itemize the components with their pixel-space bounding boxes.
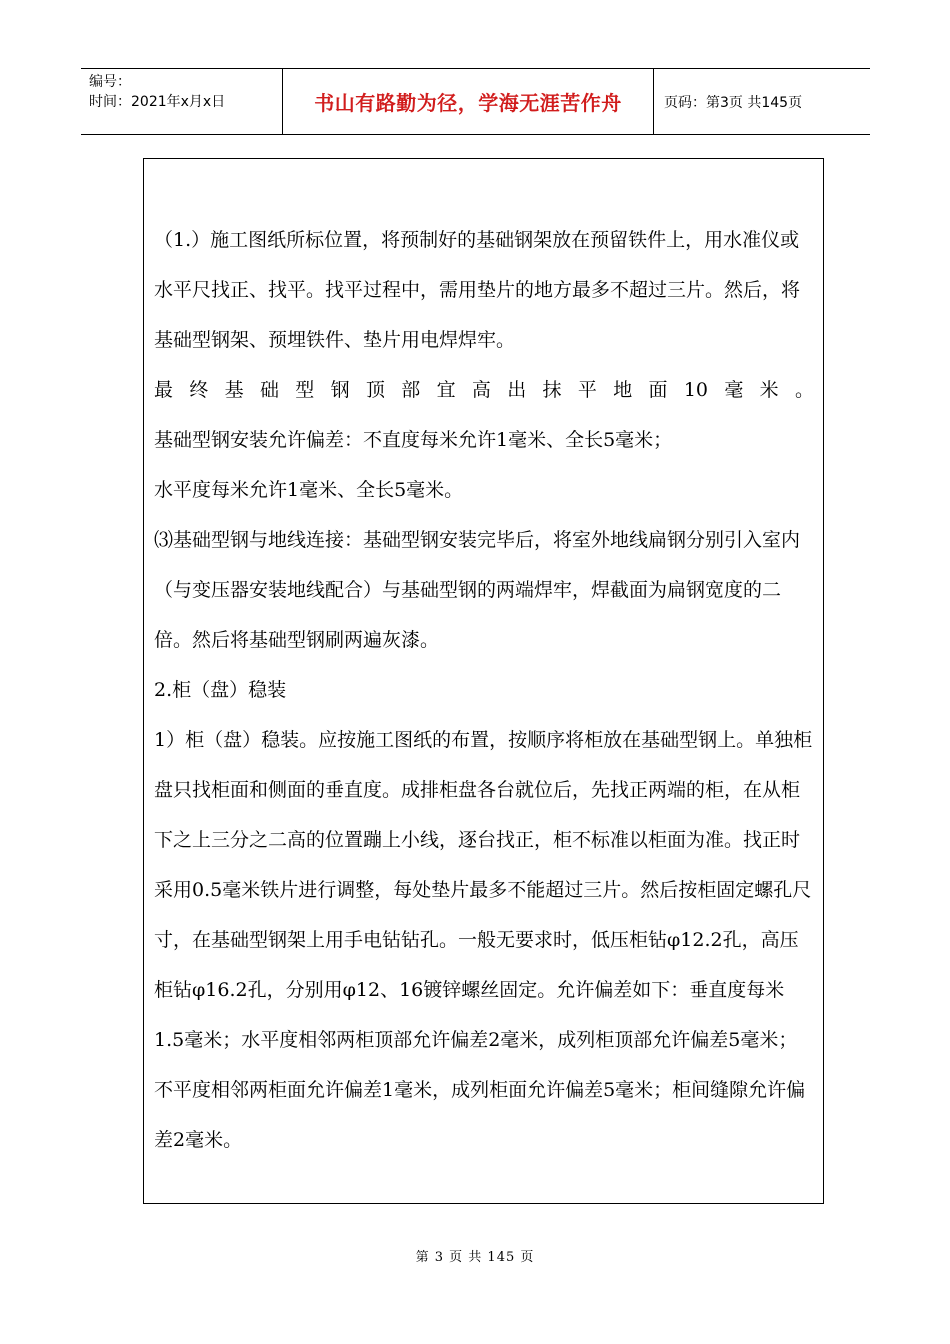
paragraph-base-steel-install: （1.）施工图纸所标位置，将预制好的基础钢架放在预留铁件上，用水准仪或水平尺找正、找平。找平过程中，需用垫片的地方最多不超过三片。然后，将基础型钢架、预埋铁件、垫片用电焊焊牢。 [154, 229, 801, 351]
paragraph-level-tolerance: 水平度每米允许1毫米、全长5毫米。 [154, 479, 464, 501]
paragraph-straightness-tolerance: 基础型钢安装允许偏差：不直度每米允许1毫米、全长5毫米； [154, 429, 673, 451]
page-footer: 第 3 页 共 145 页 [415, 1250, 535, 1265]
section-heading-cabinet-install: 2.柜（盘）稳装 [154, 679, 287, 701]
page-header [81, 68, 870, 135]
header-motto: 书山有路勤为径，学海无涯苦作舟 [283, 69, 654, 134]
header-page-info: 页码：第3页 共145页 [664, 94, 803, 111]
date-label: 时间：2021年x月x日 [89, 94, 226, 110]
paragraph-cabinet-install: 1）柜（盘）稳装。应按施工图纸的布置，按顺序将柜放在基础型钢上。单独柜盘只找柜面和侧面的垂直度。成排柜盘各台就位后，先找正两端的柜，在从柜下之上三分之二高的位置蹦上小线，逐台找正，柜不标准以柜面为准。找正时采用0.5毫米铁片进行调整，每处垫片最多不能超过三片。然后按柜固定螺孔尺寸，在基础型钢架上用手电钻钻孔。一般无要求时，低压柜钻φ12.2孔，高压柜钻φ16.2孔，分别用φ12、16镀锌螺丝固定。允许偏差如下：垂直度每米1.5毫米；水平度相邻两柜顶部允许偏差2毫米，成列柜顶部允许偏差5毫米；不平度相邻两柜面允许偏差1毫米，成列柜面允许偏差5毫米；柜间缝隙允许偏差2毫米。 [154, 729, 813, 1151]
content-frame [143, 158, 824, 1204]
serial-number-label: 编号： [89, 74, 131, 90]
header-meta [81, 69, 283, 134]
paragraph-base-steel-height: 最终基础型钢顶部宜高出抹平地面10毫米。 [154, 379, 814, 401]
paragraph-ground-connection: ⑶基础型钢与地线连接：基础型钢安装完毕后，将室外地线扁钢分别引入室内（与变压器安装地线配合）与基础型钢的两端焊牢，焊截面为扁钢宽度的二倍。然后将基础型钢刷两遍灰漆。 [154, 529, 801, 651]
document-body [154, 215, 814, 1165]
